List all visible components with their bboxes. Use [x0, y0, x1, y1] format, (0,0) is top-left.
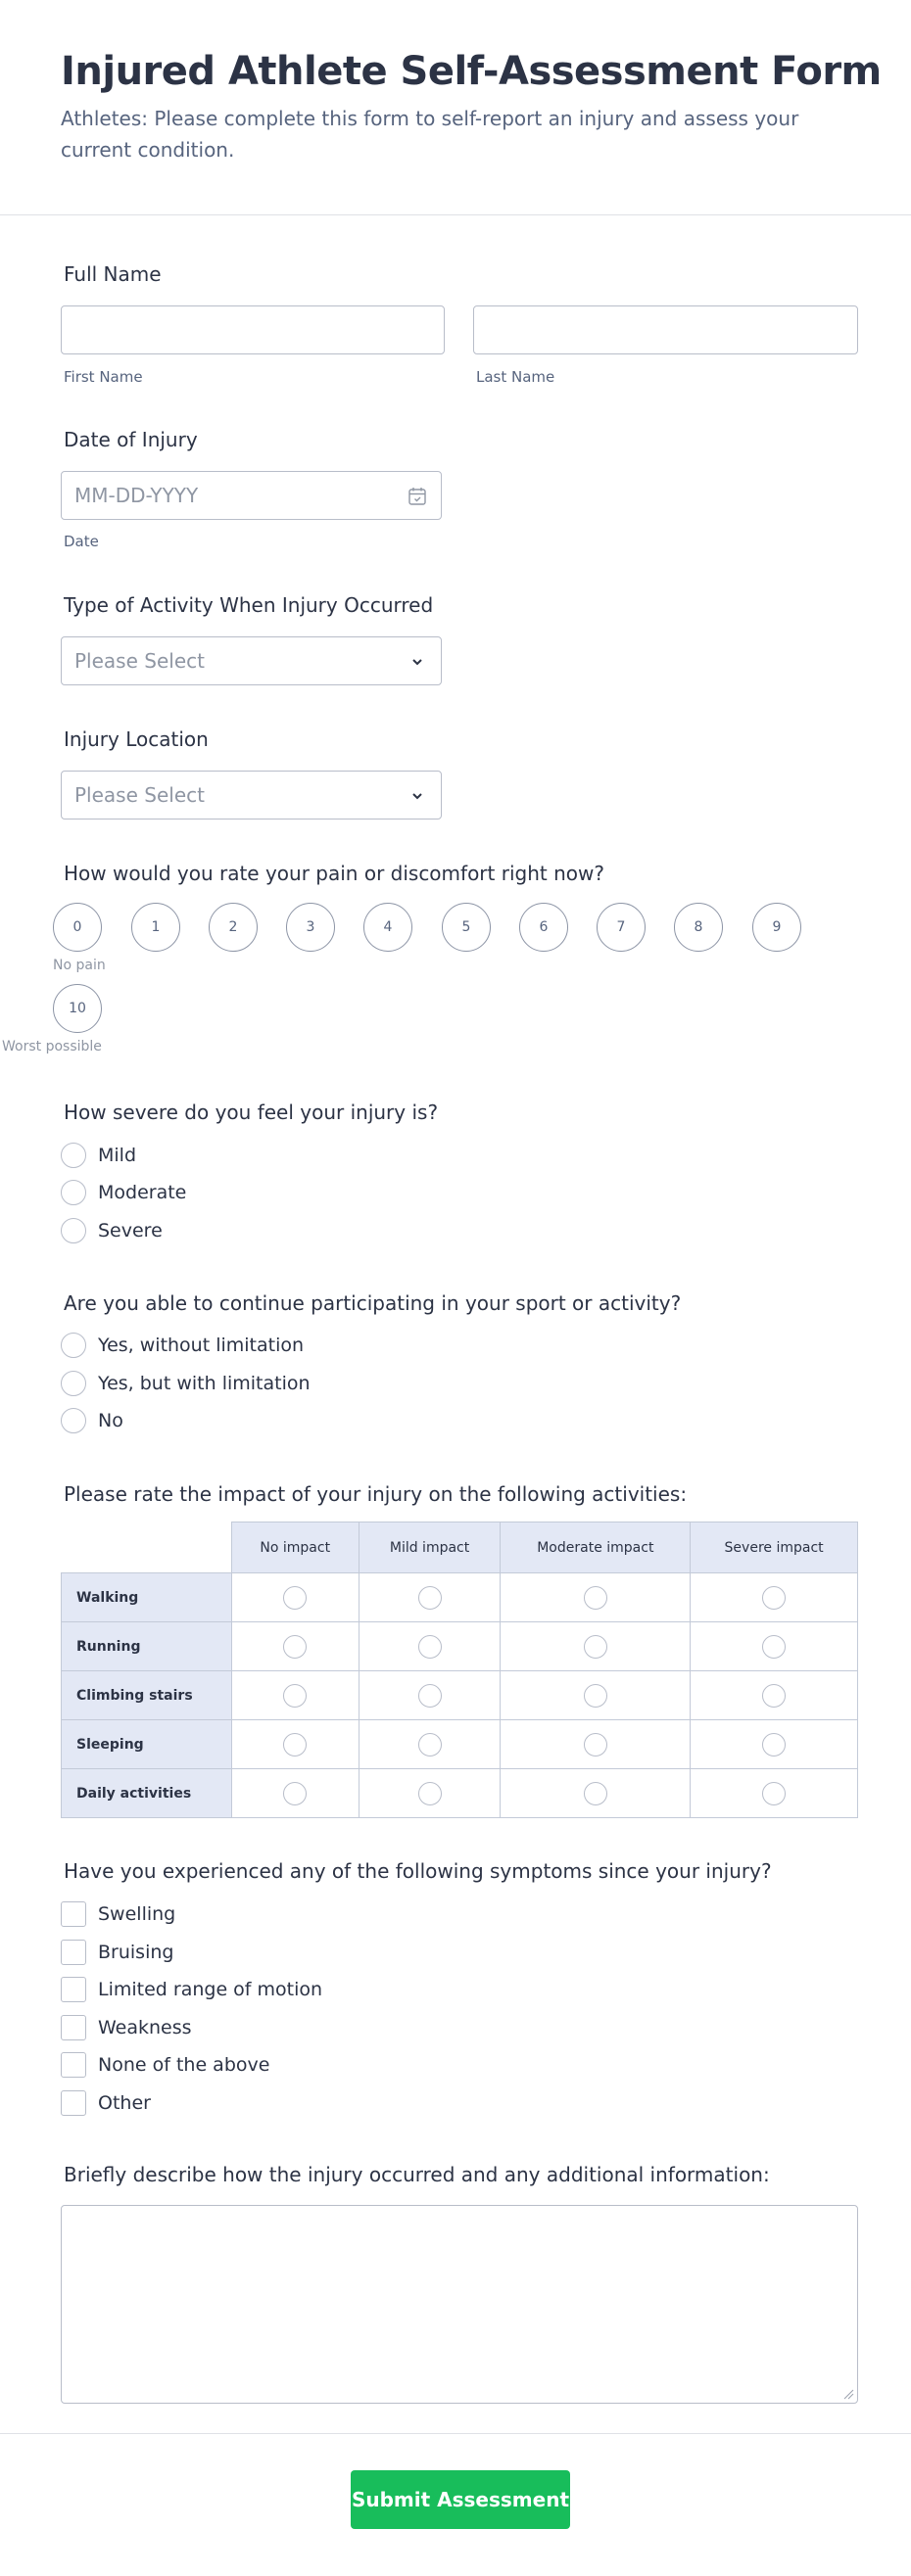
radio-button[interactable]: [418, 1586, 442, 1610]
matrix-cell[interactable]: [231, 1720, 359, 1769]
radio-button[interactable]: [762, 1733, 786, 1756]
injury-location-value: Please Select: [74, 783, 205, 807]
pain-scale-option[interactable]: 7: [597, 903, 646, 952]
matrix-corner: [62, 1522, 232, 1573]
radio-button[interactable]: [418, 1635, 442, 1659]
pain-scale-option[interactable]: 8: [674, 903, 723, 952]
description-label: Briefly describe how the injury occurred and any additional information:: [64, 2163, 770, 2186]
matrix-row-header: Sleeping: [62, 1720, 232, 1769]
participation-option[interactable]: [61, 1407, 123, 1434]
matrix-cell[interactable]: [501, 1622, 691, 1671]
radio-button[interactable]: [418, 1782, 442, 1805]
severity-option[interactable]: [61, 1217, 163, 1244]
severity-option[interactable]: [61, 1142, 136, 1169]
first-name-sublabel: First Name: [64, 368, 143, 386]
radio-button[interactable]: [584, 1733, 607, 1756]
injury-location-label: Injury Location: [64, 727, 209, 751]
radio-button[interactable]: [61, 1371, 86, 1396]
matrix-column-header: Moderate impact: [501, 1522, 691, 1573]
matrix-column-header: Mild impact: [359, 1522, 501, 1573]
matrix-cell[interactable]: [359, 1622, 501, 1671]
option-label: Moderate: [98, 1182, 187, 1203]
matrix-cell[interactable]: [231, 1671, 359, 1720]
option-label: Severe: [98, 1220, 163, 1241]
checkbox[interactable]: [61, 1940, 86, 1965]
option-label: Limited range of motion: [98, 1979, 323, 2000]
last-name-sublabel: Last Name: [476, 368, 555, 386]
radio-button[interactable]: [584, 1684, 607, 1708]
form-subtitle: Athletes: Please complete this form to self-report an injury and assess your current condition.: [61, 107, 799, 162]
matrix-cell[interactable]: [231, 1769, 359, 1818]
pain-scale-option[interactable]: 2: [209, 903, 258, 952]
option-label: Yes, without limitation: [98, 1335, 305, 1356]
matrix-row-header: Daily activities: [62, 1769, 232, 1818]
pain-scale-option[interactable]: 5: [442, 903, 491, 952]
date-of-injury-input[interactable]: [61, 471, 442, 520]
option-label: Yes, but with limitation: [98, 1373, 311, 1394]
matrix-cell[interactable]: [359, 1671, 501, 1720]
matrix-row-header: Climbing stairs: [62, 1671, 232, 1720]
radio-button[interactable]: [418, 1684, 442, 1708]
radio-button[interactable]: [283, 1782, 307, 1805]
pain-scale-option[interactable]: 9: [752, 903, 801, 952]
impact-matrix: [61, 1522, 858, 1818]
matrix-column-header: Severe impact: [691, 1522, 858, 1573]
matrix-cell[interactable]: [691, 1622, 858, 1671]
option-label: No: [98, 1410, 123, 1431]
chevron-down-icon: [406, 784, 429, 808]
description-textarea[interactable]: [61, 2205, 858, 2404]
option-label: None of the above: [98, 2054, 270, 2076]
radio-button[interactable]: [61, 1333, 86, 1358]
radio-button[interactable]: [418, 1733, 442, 1756]
matrix-cell[interactable]: [691, 1769, 858, 1818]
matrix-row: [62, 1671, 858, 1720]
radio-button[interactable]: [584, 1635, 607, 1659]
symptom-option[interactable]: [61, 2051, 269, 2079]
radio-button[interactable]: [584, 1586, 607, 1610]
footer-divider: [0, 2433, 911, 2434]
checkbox[interactable]: [61, 1977, 86, 2002]
continue-participation-label: Are you able to continue participating in your sport or activity?: [64, 1291, 682, 1315]
resize-handle-icon[interactable]: [842, 2388, 854, 2400]
date-sublabel: Date: [64, 533, 99, 550]
radio-button[interactable]: [283, 1635, 307, 1659]
radio-button[interactable]: [762, 1684, 786, 1708]
form-header: [0, 0, 911, 215]
symptom-option[interactable]: [61, 1900, 175, 1928]
matrix-cell[interactable]: [359, 1769, 501, 1818]
matrix-column-header: No impact: [231, 1522, 359, 1573]
pain-scale-option[interactable]: 10: [53, 984, 102, 1033]
matrix-cell[interactable]: [231, 1622, 359, 1671]
option-label: Weakness: [98, 2017, 192, 2038]
pain-scale-option[interactable]: 1: [131, 903, 180, 952]
symptom-option[interactable]: [61, 1939, 173, 1966]
date-placeholder: MM-DD-YYYY: [74, 484, 199, 507]
submit-button[interactable]: Submit Assessment: [351, 2470, 570, 2529]
matrix-row: [62, 1720, 858, 1769]
radio-button[interactable]: [283, 1586, 307, 1610]
radio-button[interactable]: [762, 1586, 786, 1610]
activity-type-label: Type of Activity When Injury Occurred: [64, 593, 434, 617]
pain-scale-option[interactable]: 0: [53, 903, 102, 952]
matrix-cell[interactable]: [501, 1720, 691, 1769]
option-label: Swelling: [98, 1903, 176, 1925]
form-title: Injured Athlete Self-Assessment Form: [61, 49, 882, 94]
pain-scale-min-caption: No pain: [53, 958, 106, 973]
matrix-cell[interactable]: [359, 1573, 501, 1622]
severity-label: How severe do you feel your injury is?: [64, 1101, 439, 1124]
pain-scale-option[interactable]: 6: [519, 903, 568, 952]
matrix-row: [62, 1622, 858, 1671]
matrix-cell[interactable]: [691, 1573, 858, 1622]
matrix-row-header: Running: [62, 1622, 232, 1671]
symptoms-label: Have you experienced any of the following symptoms since your injury?: [64, 1859, 772, 1883]
matrix-cell[interactable]: [231, 1573, 359, 1622]
participation-option[interactable]: [61, 1332, 304, 1359]
participation-option[interactable]: [61, 1370, 311, 1397]
activity-type-select[interactable]: [61, 636, 442, 685]
symptom-option[interactable]: [61, 2014, 192, 2041]
radio-button[interactable]: [283, 1684, 307, 1708]
radio-button[interactable]: [762, 1635, 786, 1659]
option-label: Other: [98, 2092, 151, 2114]
checkbox[interactable]: [61, 2052, 86, 2078]
last-name-input[interactable]: [473, 305, 858, 354]
pain-scale-label: How would you rate your pain or discomfort right now?: [64, 862, 604, 885]
matrix-cell[interactable]: [501, 1769, 691, 1818]
checkbox[interactable]: [61, 2015, 86, 2040]
matrix-cell[interactable]: [691, 1671, 858, 1720]
option-label: Bruising: [98, 1942, 174, 1963]
matrix-row: [62, 1769, 858, 1818]
matrix-row: [62, 1573, 858, 1622]
symptom-option[interactable]: [61, 2089, 151, 2117]
impact-matrix-label: Please rate the impact of your injury on the following activities:: [64, 1482, 688, 1506]
symptom-option[interactable]: [61, 1976, 322, 2003]
calendar-icon[interactable]: [406, 485, 429, 508]
matrix-cell[interactable]: [501, 1573, 691, 1622]
checkbox[interactable]: [61, 2090, 86, 2116]
radio-button[interactable]: [61, 1408, 86, 1433]
radio-button[interactable]: [61, 1218, 86, 1243]
chevron-down-icon: [406, 650, 429, 674]
matrix-cell[interactable]: [691, 1720, 858, 1769]
injury-location-select[interactable]: [61, 771, 442, 820]
radio-button[interactable]: [584, 1782, 607, 1805]
activity-type-value: Please Select: [74, 649, 205, 673]
pain-scale-option[interactable]: 4: [363, 903, 412, 952]
matrix-cell[interactable]: [359, 1720, 501, 1769]
checkbox[interactable]: [61, 1901, 86, 1927]
radio-button[interactable]: [762, 1782, 786, 1805]
option-label: Mild: [98, 1145, 137, 1166]
pain-scale-option[interactable]: 3: [286, 903, 335, 952]
matrix-row-header: Walking: [62, 1573, 232, 1622]
full-name-label: Full Name: [64, 262, 162, 286]
matrix-cell[interactable]: [501, 1671, 691, 1720]
date-of-injury-label: Date of Injury: [64, 428, 198, 451]
radio-button[interactable]: [283, 1733, 307, 1756]
severity-option[interactable]: [61, 1179, 186, 1206]
pain-scale-max-caption: Worst possible: [2, 1039, 102, 1054]
radio-button[interactable]: [61, 1143, 86, 1168]
first-name-input[interactable]: [61, 305, 445, 354]
radio-button[interactable]: [61, 1180, 86, 1205]
